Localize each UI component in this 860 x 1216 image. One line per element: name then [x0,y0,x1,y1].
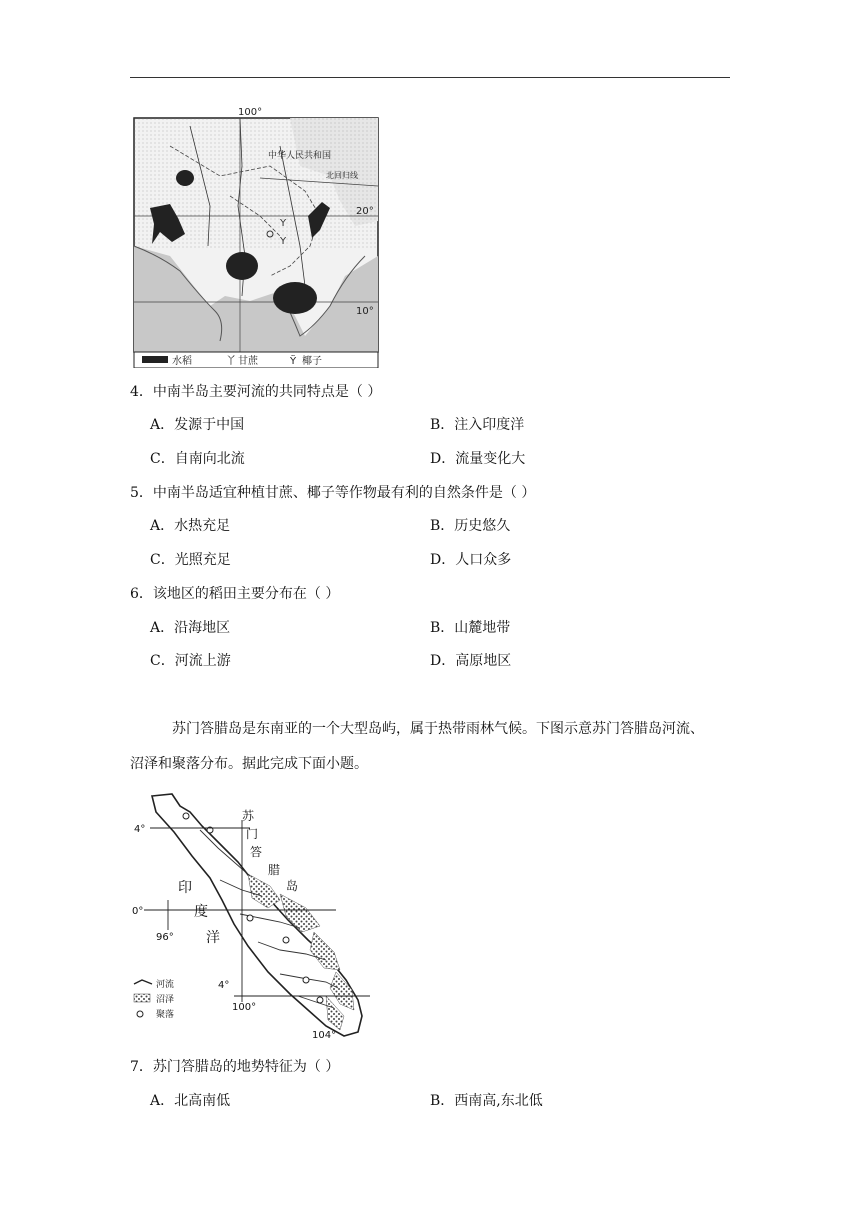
legend-sugarcane-label: 甘蔗 [238,356,258,367]
indochina-map [130,106,380,368]
map1-country-label: 中华人民共和国 [268,151,332,161]
question-4-stem: 4．中南半岛主要河流的共同特点是（ ） [130,384,382,400]
question-7-option-b[interactable]: B．西南高,东北低 [430,1093,543,1109]
map2-ocean-char-2: 度 [194,904,208,920]
coconut-icon: Ϋ [290,356,297,367]
legend-river-label: 河流 [156,980,175,990]
question-4-option-a[interactable]: A．发源于中国 [150,417,245,433]
map2-island-char-5: 岛 [286,879,299,893]
map2-lon100-label: 100° [232,1002,257,1013]
map2-island-char-1: 苏 [242,809,255,823]
question-6-stem: 6．该地区的稻田主要分布在（ ） [130,586,340,602]
legend-swamp-label: 沼泽 [156,995,175,1005]
legend-rice-swatch [142,356,168,363]
map2-island-char-4: 腊 [268,863,281,877]
question-5-option-a[interactable]: A．水热充足 [150,518,231,534]
map2-lon104-label: 104° [312,1030,337,1040]
passage-line-1: 苏门答腊岛是东南亚的一个大型岛屿，属于热带雨林气候。下图示意苏门答腊岛河流、 [172,721,704,737]
settlement-icon [137,1011,143,1017]
question-5-option-d[interactable]: D．人口众多 [430,552,512,568]
map2-island-char-2: 门 [246,827,259,841]
question-4-option-b[interactable]: B．注入印度洋 [430,417,525,433]
passage-line-2: 沼泽和聚落分布。据此完成下面小题。 [130,756,368,772]
question-5-option-c[interactable]: C．光照充足 [150,552,231,568]
svg-text:Y: Y [280,236,287,247]
question-6-option-a[interactable]: A．沿海地区 [150,620,231,636]
sugarcane-icon: 丫 [226,356,236,367]
map2-ocean-char-1: 印 [178,880,192,896]
question-4-option-d[interactable]: D．流量变化大 [430,451,526,467]
map2-ocean-char-3: 洋 [206,930,220,946]
question-4-option-c[interactable]: C．自南向北流 [150,451,245,467]
question-5-option-b[interactable]: B．历史悠久 [430,518,511,534]
legend-rice-label: 水稻 [172,356,192,367]
river-icon [134,980,152,984]
legend-settlement-label: 聚落 [156,1010,175,1020]
map2-lat0-label: 0° [132,906,144,917]
map1-lat20-label: 20° [356,206,374,217]
header-rule [130,77,730,78]
legend-coconut-label: 椰子 [302,356,322,367]
swamp-icon [134,994,150,1002]
map2-island-char-3: 答 [250,845,263,859]
map1-tropic-label: 北回归线 [326,171,358,180]
question-6-option-d[interactable]: D．高原地区 [430,653,512,669]
map2-lat4s-label: 4° [218,980,230,991]
sumatra-map [130,790,370,1040]
svg-text:Y: Y [280,218,287,229]
question-6-option-c[interactable]: C．河流上游 [150,653,231,669]
question-7-stem: 7．苏门答腊岛的地势特征为（ ） [130,1059,340,1075]
question-7-option-a[interactable]: A．北高南低 [150,1093,231,1109]
map2-lat4n-label: 4° [134,824,146,835]
map1-lon-label: 100° [238,107,263,118]
map2-lon96-label: 96° [156,932,174,943]
question-5-stem: 5．中南半岛适宜种植甘蔗、椰子等作物最有利的自然条件是（ ） [130,485,536,501]
question-6-option-b[interactable]: B．山麓地带 [430,620,511,636]
map1-lat10-label: 10° [356,306,374,317]
